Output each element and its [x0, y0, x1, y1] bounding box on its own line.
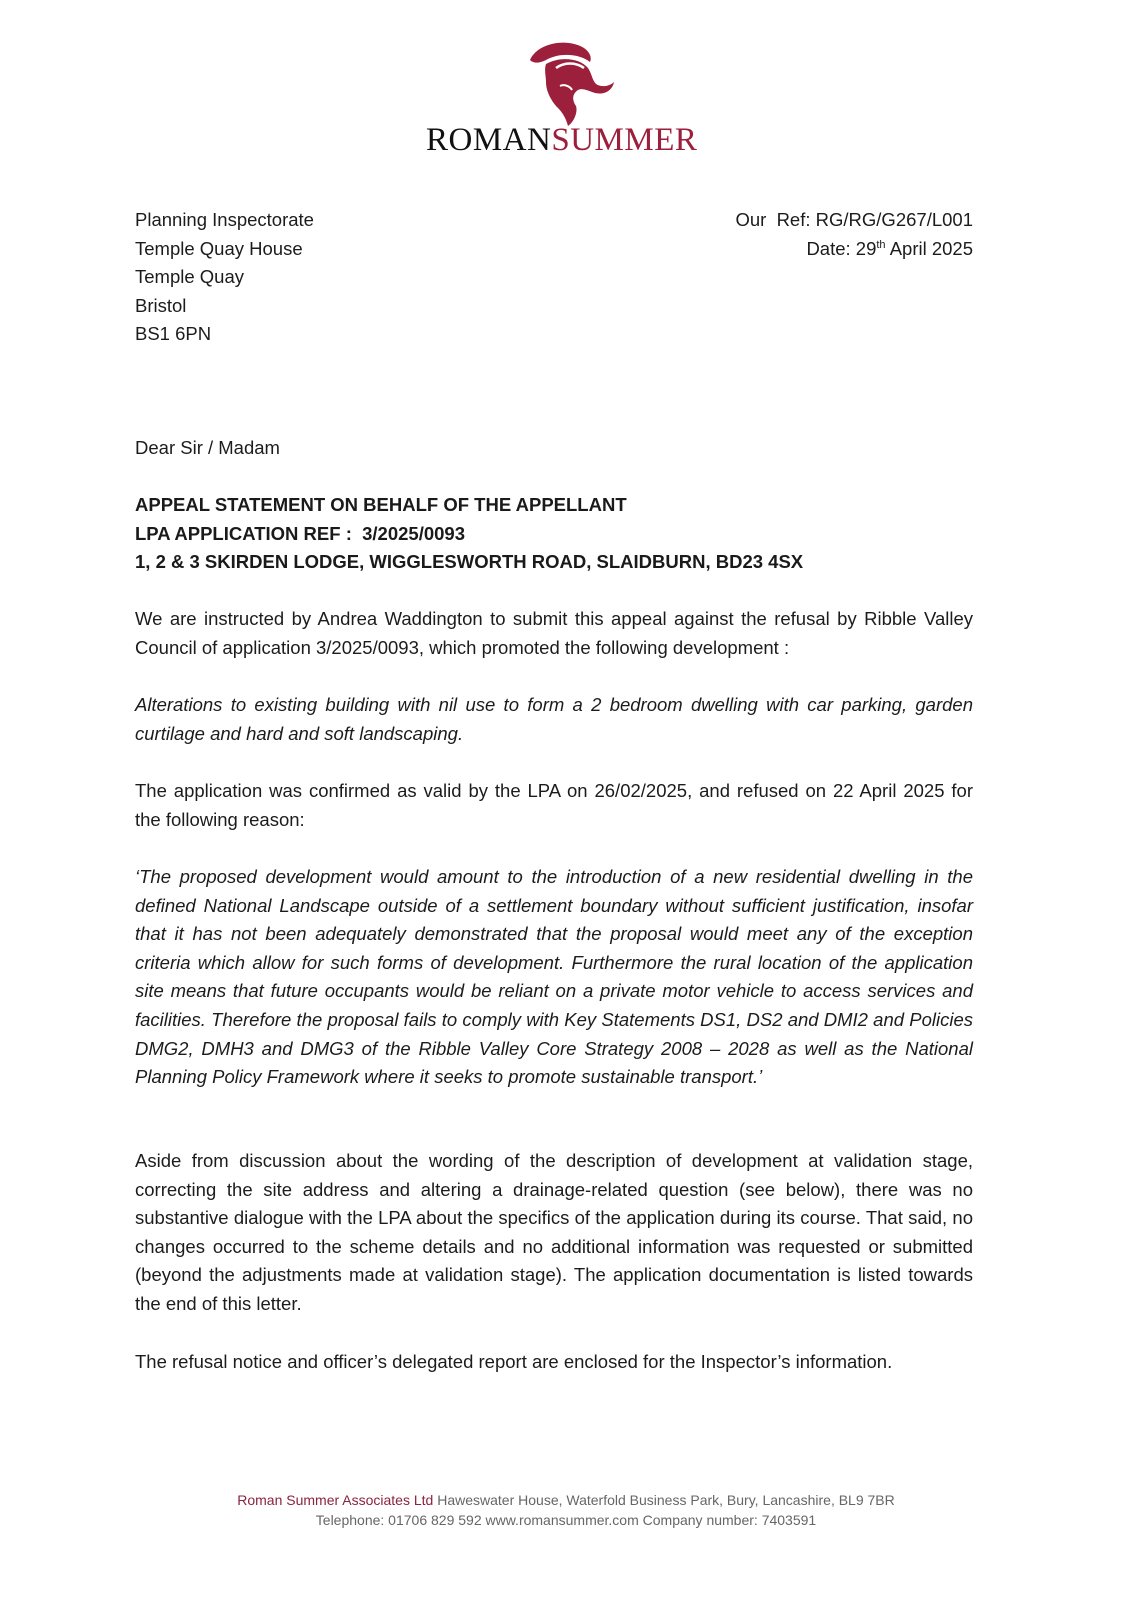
body-paragraph: We are instructed by Andrea Waddington to submit this appeal against the refusal by Ribble Valley Council of application 3/2025/0093, which promoted the following development : — [135, 608, 973, 658]
spartan-helmet-icon — [516, 38, 616, 128]
development-description: Alterations to existing building with nil use to form a 2 bedroom dwelling with car parking, garden curtilage and hard and soft landscaping. — [135, 694, 973, 744]
date-label: Date: — [806, 237, 851, 259]
brand-name-summer: SUMMER — [551, 122, 698, 158]
letter-footer — [0, 1490, 1132, 1530]
our-ref — [735, 206, 973, 235]
body-paragraph: Aside from discussion about the wording of the description of development at validation stage, correcting the site address and altering a drainage-related question (see below), there was no substantive dialogue with the LPA about the specifics of the application during its course. That said, no changes occurred to the scheme details and no additional information was requested or submitted (beyond the adjustments made at validation stage). The application documentation is listed towards the end of this letter. — [135, 1150, 973, 1314]
footer-address-line — [0, 1490, 1132, 1510]
subject-heading: APPEAL STATEMENT ON BEHALF OF THE APPELLANT — [135, 494, 627, 515]
date-day: 29 — [855, 237, 877, 259]
brand-name-roman: ROMAN — [426, 122, 552, 158]
body-paragraph: The refusal notice and officer’s delegated report are enclosed for the Inspector’s information. — [135, 1351, 893, 1372]
footer-contact-line: Telephone: 01706 829 592 www.romansummer.com Company number: 7403591 — [315, 1512, 817, 1528]
recipient-address — [135, 206, 314, 349]
footer-address: Haweswater House, Waterfold Business Park, Bury, Lancashire, BL9 7BR — [437, 1492, 895, 1508]
date-rest: April 2025 — [889, 237, 973, 259]
address-line: Temple Quay House — [135, 237, 303, 259]
reference-block — [735, 206, 973, 263]
body-paragraph: The application was confirmed as valid by the LPA on 26/02/2025, and refused on 22 April 2025 for the following reason: — [135, 780, 973, 830]
letter-date — [735, 235, 973, 264]
address-line: Bristol — [135, 294, 187, 316]
refusal-reason-quote: ‘The proposed development would amount to the introduction of a new residential dwelling in the defined National Landscape outside of a settlement boundary without sufficient justification, insofar that it has not been adequately demonstrated that the proposal would meet any of the exception criteria which allow for such forms of development. Furthermore the rural location of the application site means that future occupants would be reliant on a private motor vehicle to access services and facilities. Therefore the proposal fails to comply with Key Statements DS1, DS2 and DMI2 and Policies DMG2, DMH3 and DMG3 of the Ribble Valley Core Strategy 2008 – 2028 as well as the National Planning Policy Framework where it seeks to promote sustainable transport.’ — [135, 866, 973, 1088]
address-line: Temple Quay — [135, 266, 244, 288]
brand-wordmark — [426, 124, 697, 157]
ref-label: Our Ref: — [735, 209, 811, 230]
subject-heading: 1, 2 & 3 SKIRDEN LODGE, WIGGLESWORTH ROAD, SLAIDBURN, BD23 4SX — [135, 551, 804, 573]
address-line: BS1 6PN — [135, 323, 212, 345]
subject-headings — [135, 491, 803, 577]
salutation: Dear Sir / Madam — [135, 437, 280, 458]
ref-value: RG/RG/G267/L001 — [815, 209, 973, 230]
date-suffix: th — [876, 238, 886, 251]
letterhead-logo — [0, 38, 1132, 128]
address-line: Planning Inspectorate — [135, 209, 314, 230]
footer-company-name: Roman Summer Associates Ltd — [237, 1492, 434, 1508]
subject-heading: LPA APPLICATION REF : 3/2025/0093 — [135, 522, 466, 544]
